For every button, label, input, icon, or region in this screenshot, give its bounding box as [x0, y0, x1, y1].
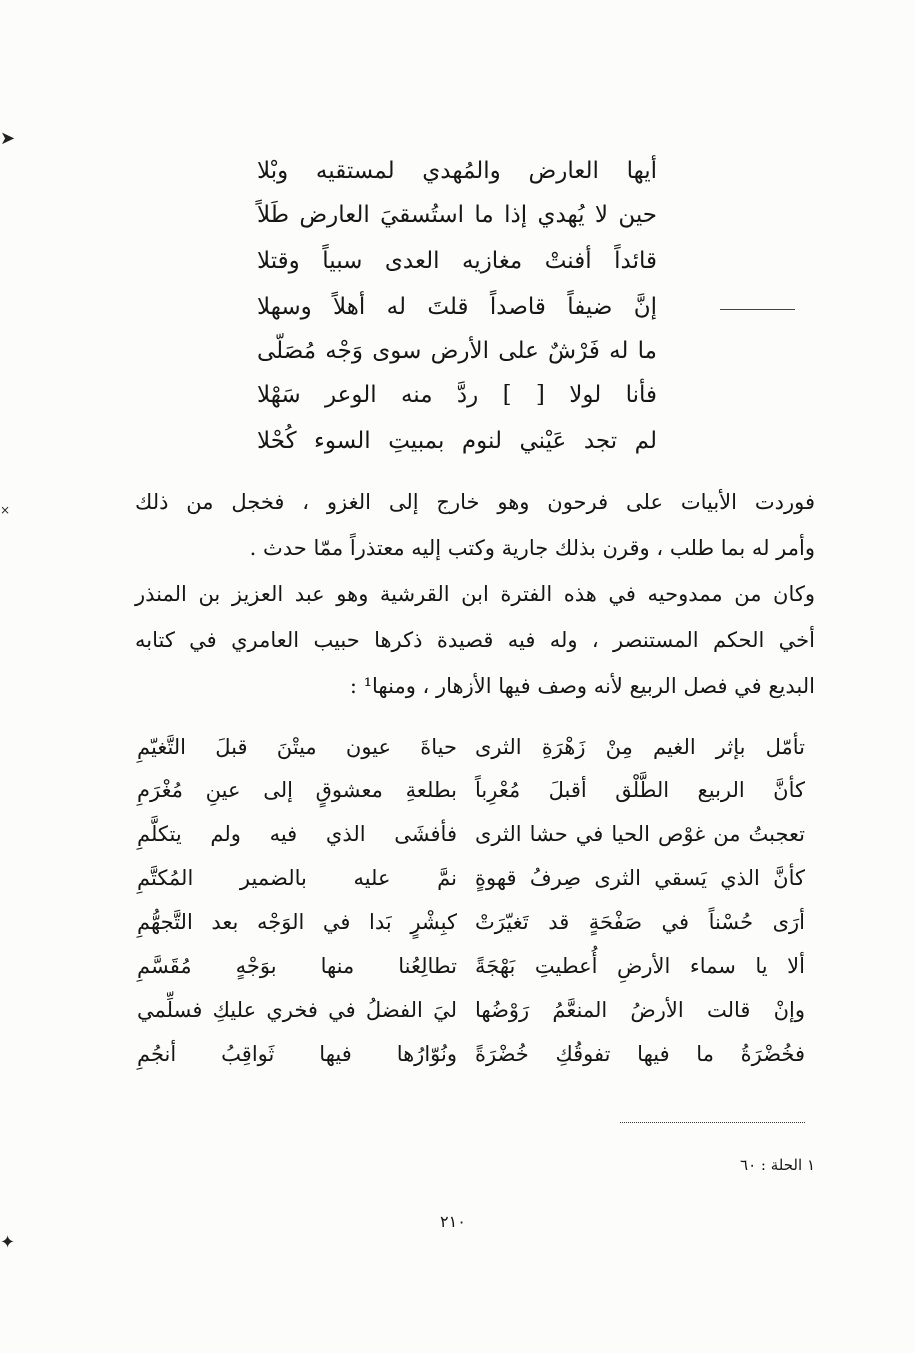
- page-number: ٢١٠: [440, 1212, 466, 1231]
- poem-2-first-hemistich: تعجبتُ من غوْص الحيا في حشا الثرى: [475, 822, 805, 846]
- poem-2-first-hemistich: ألا يا سماء الأرضِ أُعطيتِ بَهْجَةً: [475, 954, 805, 978]
- poem-2-first-hemistich: كأنَّ الذي يَسقي الثرى صِرفُ قهوةٍ: [475, 866, 805, 890]
- margin-mark-bottom: ✦: [0, 1232, 16, 1253]
- poem-1-line: قائداً أفنتْ مغازيه العدى سبياً وقتلا: [257, 248, 657, 274]
- footnote-separator: [620, 1122, 805, 1123]
- poem-2-second-hemistich: بطلعةِ معشوقٍ إلى عينِ مُغْرَمِ: [137, 778, 457, 802]
- margin-mark-top: ➤: [0, 128, 16, 149]
- poem-2-first-hemistich: وإنْ قالت الأرضُ المنعَّمُ رَوْضُها: [475, 998, 805, 1022]
- margin-dash: [720, 309, 795, 310]
- poem-2-second-hemistich: كبِشْرٍ بَدا في الوَجْه بعد التَّجهُّمِ: [137, 910, 457, 934]
- footnote: ١ الحلة : ٦٠: [740, 1156, 815, 1174]
- poem-2-first-hemistich: كأنَّ الربيع الطَّلْق أقبلَ مُعْرِباً: [475, 778, 805, 802]
- paragraph-line: وكان من ممدوحيه في هذه الفترة ابن القرشية وهو عبد العزيز بن المنذر: [135, 582, 815, 606]
- poem-2-second-hemistich: ليَ الفضلُ في فخري عليكِ فسلِّمي: [137, 998, 457, 1022]
- paragraph-line: فوردت الأبيات على فرحون وهو خارج إلى الغزو ، فخجل من ذلك: [135, 490, 815, 514]
- paragraph-line: وأمر له بما طلب ، وقرن بذلك جارية وكتب إليه معتذراً ممّا حدث .: [249, 536, 815, 560]
- poem-2-second-hemistich: نمَّ عليه بالضمير المُكتَّمِ: [137, 866, 457, 890]
- poem-1-line: حين لا يُهدي إذا ما استُسقيَ العارض طَلاً: [257, 202, 657, 228]
- poem-2-second-hemistich: حياةَ عيون ميتْنَ قبلَ التَّغيّمِ: [137, 735, 457, 759]
- poem-1-line: لم تجد عَيْني لنوم بمبيتِ السوء كُحْلا: [257, 428, 657, 454]
- paragraph-line: البديع في فصل الربيع لأنه وصف فيها الأزهار ، ومنها¹ :: [349, 674, 815, 698]
- poem-2-second-hemistich: تطالِعُنا منها بوَجْهٍ مُقَسَّمِ: [137, 954, 457, 978]
- margin-mark-middle: ×: [0, 503, 11, 517]
- poem-2-first-hemistich: أرَى حُسْناً في صَفْحَةٍ قد تَغيّرَتْ: [475, 910, 805, 934]
- poem-1-line: إنَّ ضيفاً قاصداً قلتَ له أهلاً وسهلا: [257, 294, 657, 320]
- poem-2-first-hemistich: فخُضْرَةُ ما فيها تفوقُكِ خُضْرَةً: [475, 1042, 805, 1066]
- poem-1-line: ما له فَرْشٌ على الأرض سوى وَجْه مُصَلّى: [257, 338, 657, 364]
- poem-2-first-hemistich: تأمّل بإثر الغيم مِنْ زَهْرَةِ الثرى: [475, 735, 805, 759]
- poem-1-line: أيها العارض والمُهدي لمستقيه وبْلا: [257, 158, 657, 184]
- poem-2-second-hemistich: فأفشَى الذي فيه ولم يتكلَّمِ: [137, 822, 457, 846]
- poem-1-line: فأنا لولا [ ] ردَّ منه الوعر سَهْلا: [257, 382, 657, 408]
- poem-2-second-hemistich: ونُوّارُها فيها ثَواقِبُ أنجُمِ: [137, 1042, 457, 1066]
- paragraph-line: أخي الحكم المستنصر ، وله فيه قصيدة ذكرها حبيب العامري في كتابه: [135, 628, 815, 652]
